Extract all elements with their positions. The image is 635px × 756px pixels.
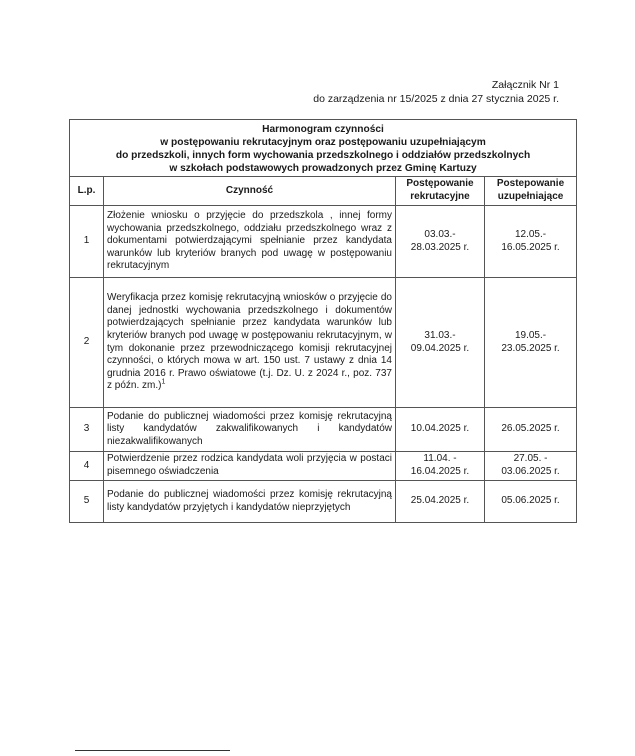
title-line: w szkołach podstawowych prowadzonych przez Gminę Kartuzy <box>169 163 477 174</box>
date-line: 23.05.2025 r. <box>501 342 560 354</box>
date-line: 12.05.- <box>514 228 547 240</box>
date-line: 19.05.- <box>514 329 547 341</box>
column-header-activity: Czynność <box>104 177 396 206</box>
date-line: 26.05.2025 r. <box>501 423 560 435</box>
row-supplementary-date <box>485 481 577 523</box>
date-line: 31.03.- <box>424 329 456 341</box>
row-activity: Podanie do publicznej wiadomości przez komisję rekrutacyjną listy kandydatów przyjętych i kandydatów nieprzyjętych <box>104 481 396 523</box>
attachment-header <box>313 78 559 106</box>
date-line: 09.04.2025 r. <box>410 342 470 354</box>
date-line: 10.04.2025 r. <box>410 423 470 435</box>
date-line: 27.05. - <box>513 453 548 465</box>
row-recruitment-date <box>396 481 485 523</box>
date-line: 05.06.2025 r. <box>501 495 560 507</box>
row-recruitment-date <box>396 278 485 408</box>
row-number: 1 <box>70 206 104 278</box>
row-number: 2 <box>70 278 104 408</box>
table-row <box>70 206 577 278</box>
row-number: 5 <box>70 481 104 523</box>
date-line: 03.06.2025 r. <box>501 466 560 477</box>
column-header-recruitment <box>396 177 485 206</box>
row-recruitment-date <box>396 408 485 452</box>
row-activity: Podanie do publicznej wiadomości przez komisję rekrutacyjną listy kandydatów zakwalifikowanych i kandydatów niezakwalifikowanych <box>104 408 396 452</box>
row-supplementary-date <box>485 206 577 278</box>
header-line: Postępowanie <box>406 178 474 190</box>
row-supplementary-date <box>485 408 577 452</box>
schedule-table <box>69 119 577 523</box>
table-title-row <box>70 120 577 177</box>
header-line: Postepowanie <box>496 178 565 190</box>
footnote-separator <box>75 750 230 751</box>
table-row <box>70 452 577 481</box>
row-activity <box>104 278 396 408</box>
row-number: 3 <box>70 408 104 452</box>
table-title <box>70 120 577 177</box>
table-row <box>70 408 577 452</box>
attachment-number: Załącznik Nr 1 <box>491 79 559 91</box>
date-line: 16.05.2025 r. <box>501 241 560 253</box>
ordinance-reference: do zarządzenia nr 15/2025 z dnia 27 stycznia 2025 r. <box>313 93 559 105</box>
date-line: 28.03.2025 r. <box>410 241 470 253</box>
row-supplementary-date <box>485 452 577 481</box>
row-recruitment-date <box>396 206 485 278</box>
row-activity: Złożenie wniosku o przyjęcie do przedszkola , innej formy wychowania przedszkolnego, oddziału przedszkolnego wraz z dokumentami potwierdzającymi spełnianie przez kandydata warunków lub kryteriów branych pod uwagę w postępowaniu rekrutacyjnym <box>104 206 396 278</box>
date-line: 16.04.2025 r. <box>410 466 470 477</box>
table-row <box>70 278 577 408</box>
title-line: Harmonogram czynności <box>262 124 384 135</box>
row-number: 4 <box>70 452 104 481</box>
column-header-supplementary <box>485 177 577 206</box>
header-line: uzupełniające <box>497 191 564 202</box>
date-line: 11.04. - <box>423 453 457 465</box>
footnote-reference[interactable]: 1 <box>161 378 166 386</box>
row-recruitment-date <box>396 452 485 481</box>
table-header-row <box>70 177 577 206</box>
header-line: rekrutacyjne <box>410 191 470 202</box>
row-activity: Potwierdzenie przez rodzica kandydata woli przyjęcia w postaci pisemnego oświadczenia <box>104 452 396 481</box>
table-row <box>70 481 577 523</box>
date-line: 25.04.2025 r. <box>410 495 470 507</box>
column-header-lp: L.p. <box>70 177 104 206</box>
date-line: 03.03.- <box>424 228 456 240</box>
row-supplementary-date <box>485 278 577 408</box>
title-line: w postępowaniu rekrutacyjnym oraz postępowaniu uzupełniającym <box>160 137 486 148</box>
activity-text: Weryfikacja przez komisję rekrutacyjną wniosków o przyjęcie do danej jednostki wychowania przedszkolnego i dokumentów potwierdzających spełnianie przez kandydata warunków lub kryteriów branych pod uwagę w postępowaniu rekrutacyjnym, w tym dokonanie przez przewodniczącego komisji rekrutacyjnej czynności, o których mowa w art. 150 ust. 7 ustawy z dnia 14 grudnia 2016 r. Prawo oświatowe (t.j. Dz. U. z 2024 r., poz. 737 z późn. zm.) <box>107 292 392 392</box>
title-line: do przedszkoli, innych form wychowania przedszkolnego i oddziałów przedszkolnych <box>115 150 531 161</box>
